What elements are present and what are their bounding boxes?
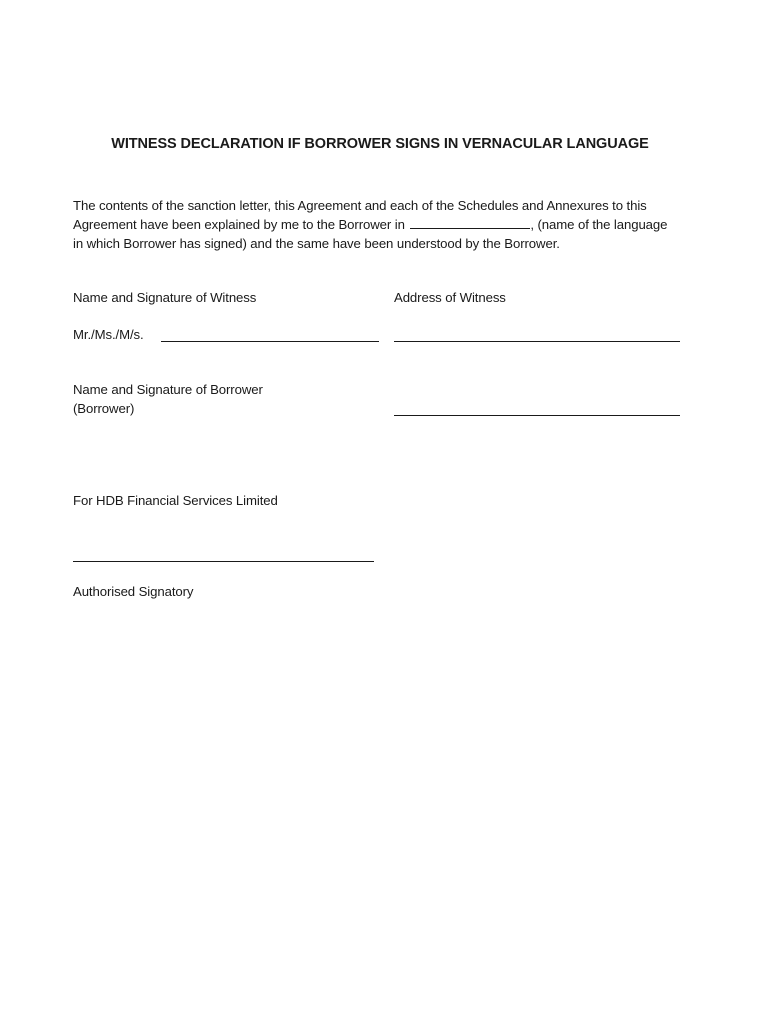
witness-label: Name and Signature of Witness [73,290,257,305]
language-blank-line [410,216,530,229]
document-title: WITNESS DECLARATION IF BORROWER SIGNS IN VERNACULAR LANGUAGE [111,136,649,152]
witness-address-line-2 [394,415,680,416]
borrower-sublabel: (Borrower) [73,401,135,416]
paragraph-text-part2: , (name of the language in which Borrower has signed) and the same have been understood by the Borrower. [73,217,668,251]
declaration-paragraph [73,196,673,253]
company-label: For HDB Financial Services Limited [73,493,278,508]
borrower-label: Name and Signature of Borrower [73,382,263,397]
paragraph-text-part1: The contents of the sanction letter, this Agreement and each of the Schedules and Annexures to this Agreement have been explained by me to the Borrower in [73,198,647,232]
witness-address-line-1 [394,341,680,342]
signatory-label: Authorised Signatory [73,584,194,599]
address-label: Address of Witness [394,290,506,305]
salutation-label: Mr./Ms./M/s. [73,327,144,342]
authorised-signature-line [73,561,374,562]
witness-signature-line [161,341,379,342]
